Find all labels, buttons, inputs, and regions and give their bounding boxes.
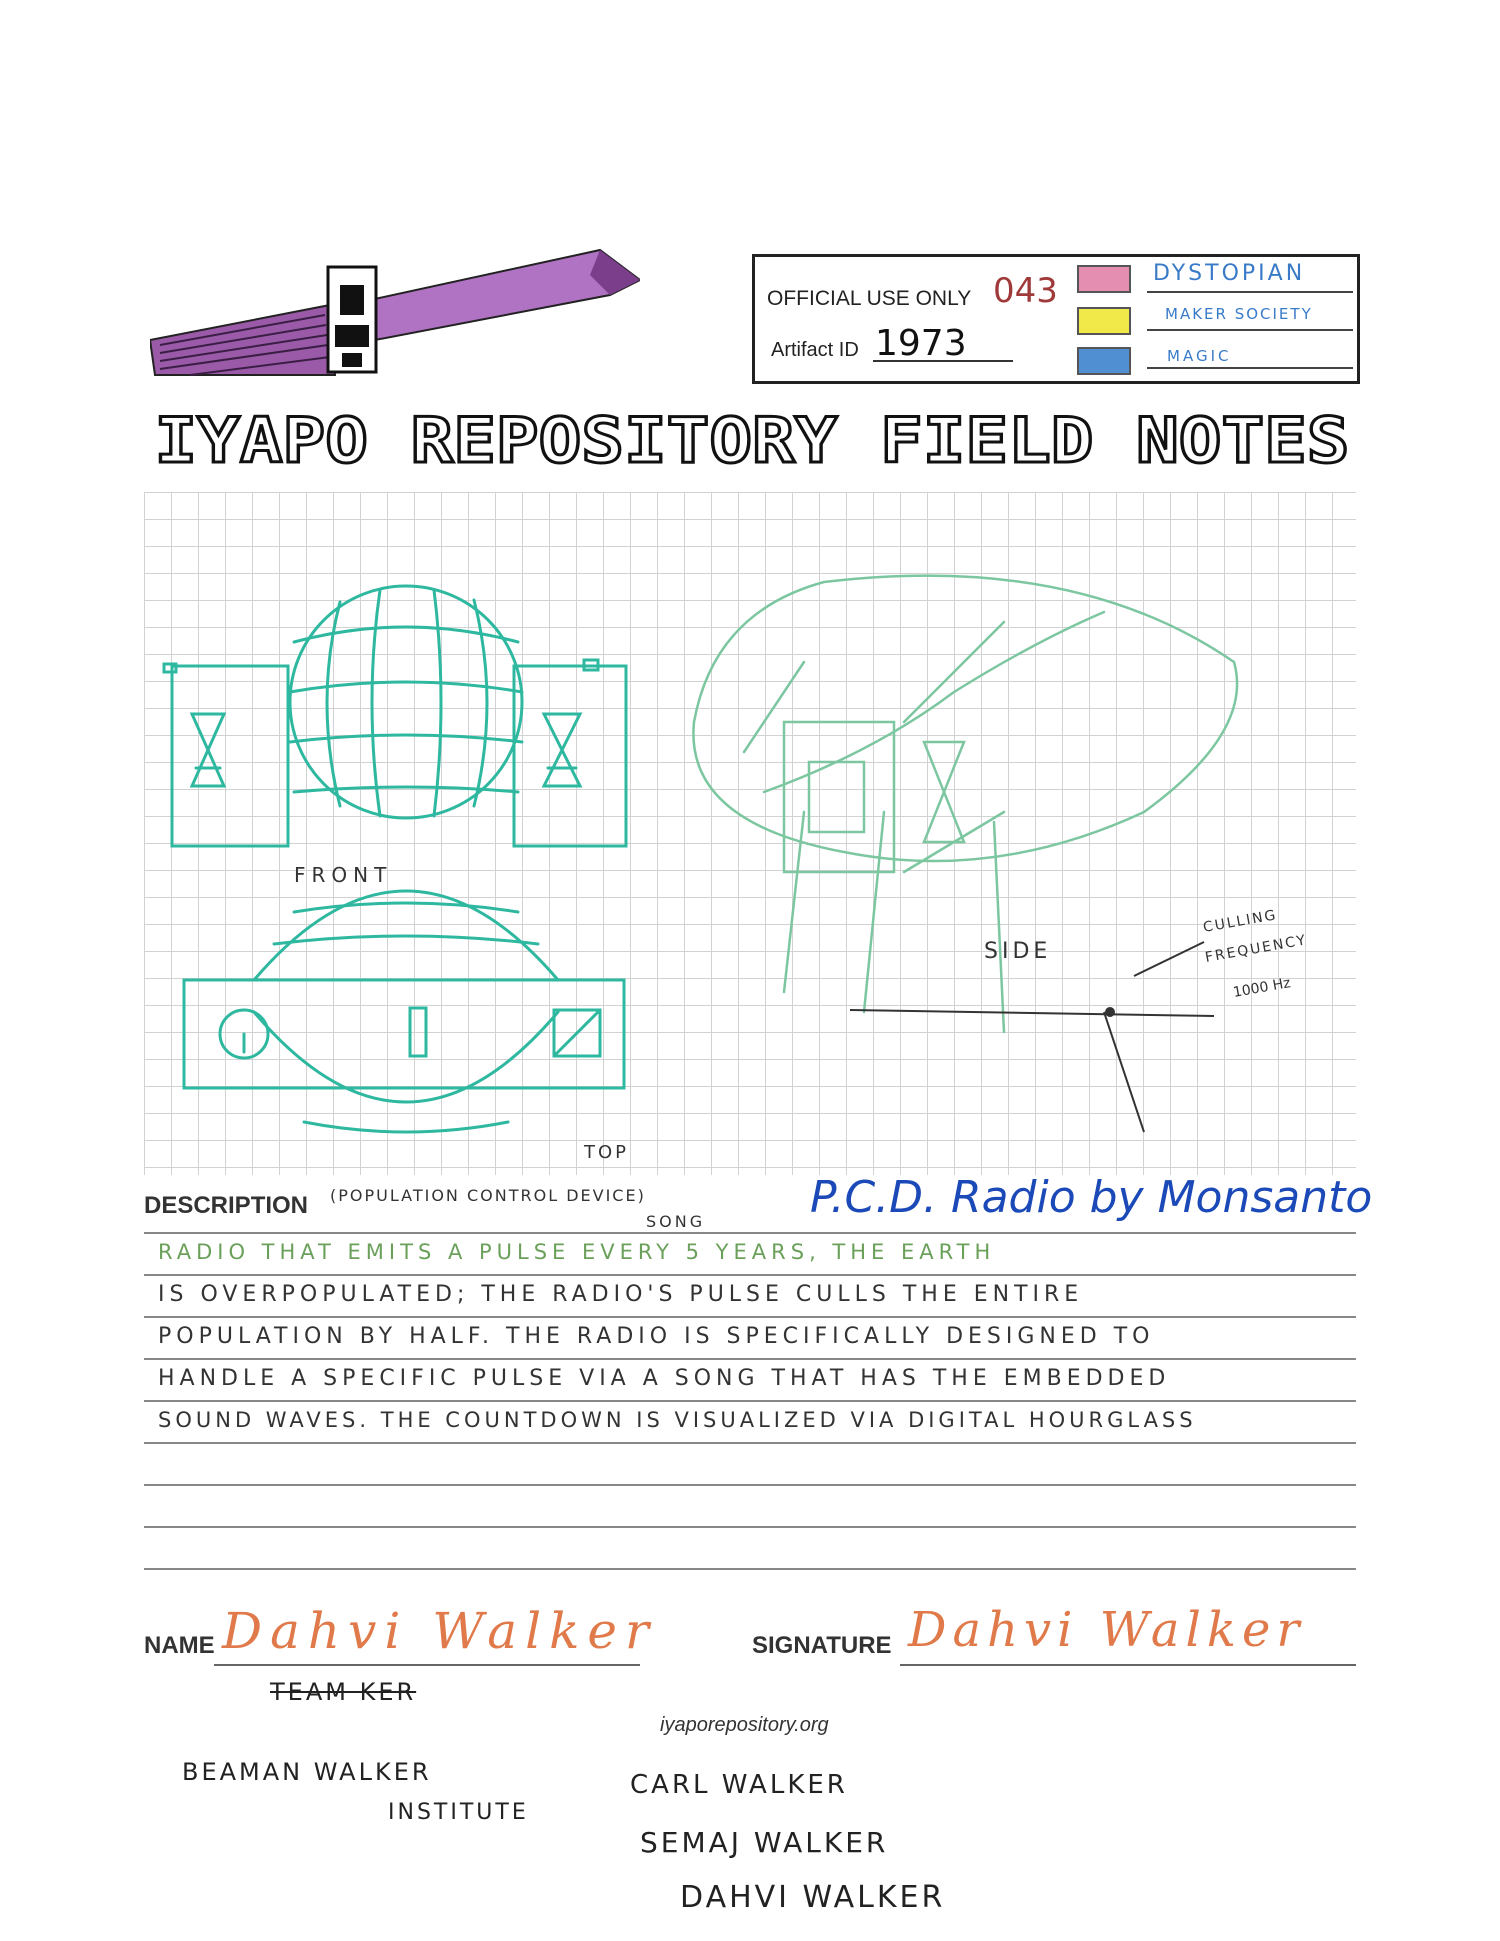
description-line-5: SOUND WAVES. THE COUNTDOWN IS VISUALIZED VIA DIGITAL HOURGLASS xyxy=(158,1408,1197,1432)
top-view xyxy=(184,891,624,1132)
signature-underline xyxy=(900,1664,1356,1666)
description-line-4: HANDLE A SPECIFIC PULSE VIA A SONG THAT HAS THE EMBEDDED xyxy=(158,1366,1171,1391)
official-use-label: OFFICIAL USE ONLY xyxy=(767,287,972,310)
frequency-graph xyxy=(850,942,1214,1132)
product-name: P.C.D. Radio by Monsanto xyxy=(810,1172,1373,1223)
artifact-id-underline xyxy=(873,360,1013,362)
description-line-3: POPULATION BY HALF. THE RADIO IS SPECIFICALLY DESIGNED TO xyxy=(158,1324,1155,1349)
signature-label: SIGNATURE xyxy=(752,1632,892,1659)
description-note: (POPULATION CONTROL DEVICE) xyxy=(330,1186,646,1205)
rule-7 xyxy=(144,1484,1356,1486)
institute-line-2: INSTITUTE xyxy=(388,1800,529,1825)
rule-6 xyxy=(144,1442,1356,1444)
official-number: 043 xyxy=(993,271,1058,311)
top-annotation: TOP xyxy=(584,1142,630,1163)
front-annotation: FRONT xyxy=(294,863,393,887)
category-swatch-yellow xyxy=(1077,307,1131,335)
name-label: NAME xyxy=(144,1632,215,1659)
rule-9 xyxy=(144,1568,1356,1570)
page-title-text: IYAPO REPOSITORY FIELD NOTES xyxy=(154,408,1350,476)
description-label: DESCRIPTION xyxy=(144,1192,309,1219)
artifact-id-value: 1973 xyxy=(875,323,967,364)
radio-sketch xyxy=(144,492,1356,1175)
culling-annotation-3: 1000 Hz xyxy=(1231,975,1292,1001)
rule-4 xyxy=(144,1358,1356,1360)
category-yellow-text: MAKER SOCIETY xyxy=(1165,305,1313,323)
website-url: iyaporepository.org xyxy=(660,1714,829,1736)
category-swatch-blue xyxy=(1077,347,1131,375)
family-name-3: DAHVI WALKER xyxy=(680,1880,946,1915)
front-view xyxy=(164,586,626,846)
description-line-1: RADIO THAT EMITS A PULSE EVERY 5 YEARS, THE EARTH xyxy=(158,1240,996,1264)
description-insert-word: SONG xyxy=(646,1212,706,1231)
description-line-2: IS OVERPOPULATED; THE RADIO'S PULSE CULLS THE ENTIRE xyxy=(158,1282,1084,1307)
family-name-1: CARL WALKER xyxy=(630,1770,848,1800)
category-blue-line xyxy=(1147,367,1353,369)
institute-line-1: BEAMAN WALKER xyxy=(182,1758,432,1786)
family-name-2: SEMAJ WALKER xyxy=(640,1826,889,1859)
rule-1 xyxy=(144,1232,1356,1234)
name-value: Dahvi Walker xyxy=(222,1602,657,1660)
side-view xyxy=(693,576,1237,1032)
signature-value: Dahvi Walker xyxy=(908,1602,1306,1658)
name-underline xyxy=(214,1664,640,1666)
category-pink-line xyxy=(1147,291,1353,293)
artifact-logo xyxy=(150,245,640,385)
page-title xyxy=(150,408,1355,476)
rule-3 xyxy=(144,1316,1356,1318)
category-blue-text: MAGIC xyxy=(1167,347,1232,365)
side-annotation: SIDE xyxy=(984,939,1052,964)
official-use-box xyxy=(752,254,1360,384)
artifact-id-label: Artifact ID xyxy=(771,339,859,361)
culling-annotation-2: FREQUENCY xyxy=(1203,932,1309,966)
category-yellow-line xyxy=(1147,329,1353,331)
category-pink-text: DYSTOPIAN xyxy=(1153,261,1306,286)
name-crossed-out: TEAM KER xyxy=(270,1678,417,1706)
culling-annotation-1: CULLING xyxy=(1201,907,1279,936)
category-swatch-pink xyxy=(1077,265,1131,293)
rule-8 xyxy=(144,1526,1356,1528)
rule-2 xyxy=(144,1274,1356,1276)
rule-5 xyxy=(144,1400,1356,1402)
